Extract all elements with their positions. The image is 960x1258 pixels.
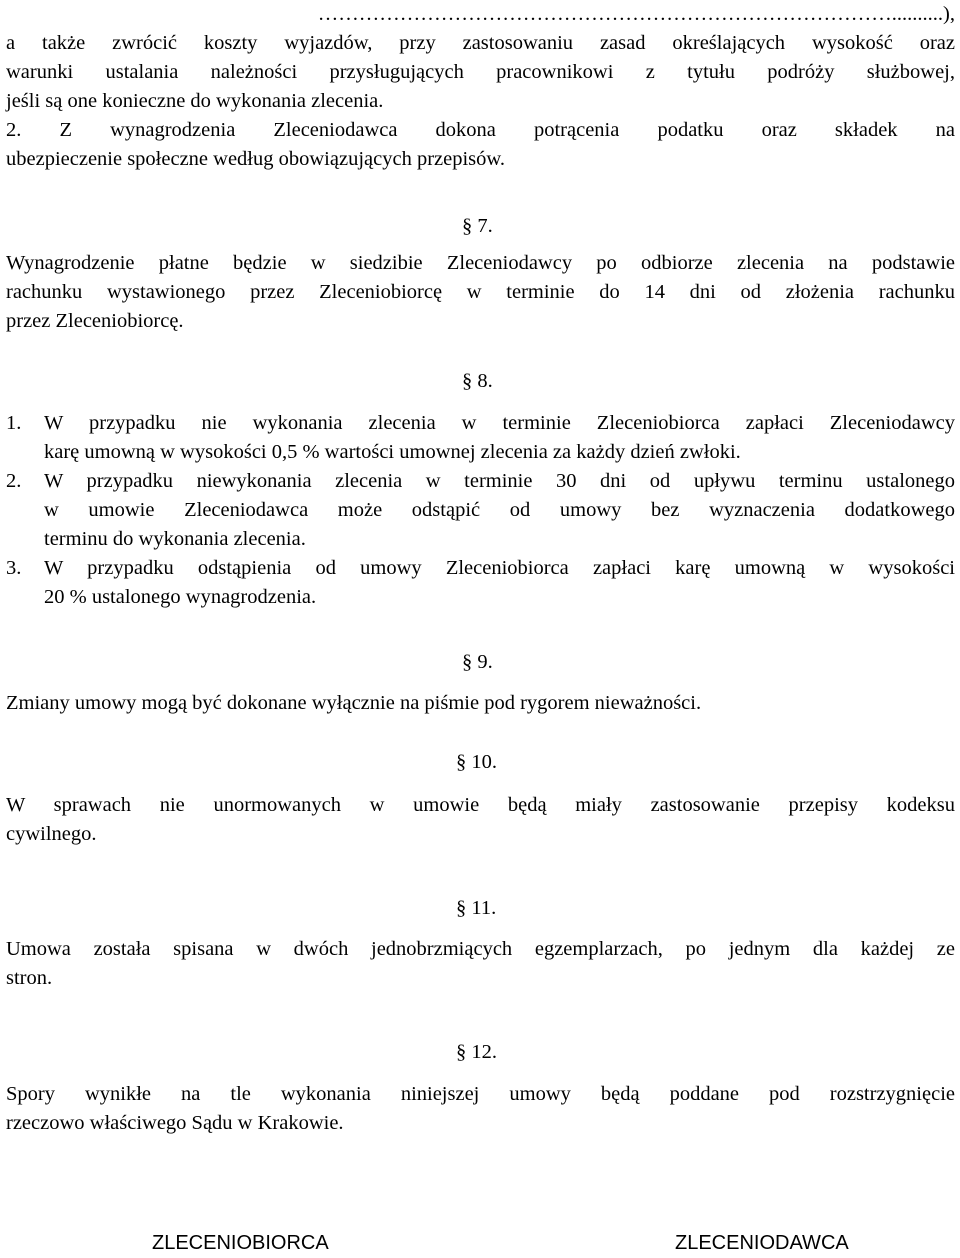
section-heading-7: § 7. (462, 215, 493, 237)
paragraph-line: terminu do wykonania zlecenia. (44, 528, 306, 550)
intro-block (6, 0, 955, 116)
paragraph-line: Zmiany umowy mogą być dokonane wyłącznie na piśmie pod rygorem nieważności. (6, 692, 702, 714)
dots-placeholder: …………………………………………………………………………..........), (317, 3, 955, 25)
paragraph-line: W przypadku nie wykonania zlecenia w terminie Zleceniobiorca zapłaci Zleceniodawcy (44, 412, 955, 434)
section-12-body (6, 1080, 955, 1138)
intro-line: jeśli są one konieczne do wykonania zlecenia. (6, 90, 384, 112)
section-heading-9: § 9. (462, 651, 493, 673)
list-item (6, 467, 955, 554)
intro-line: warunki ustalania należności przysługujących pracownikowi z tytułu podróży służbowej, (6, 61, 955, 83)
section-heading-12: § 12. (456, 1041, 497, 1063)
paragraph-line: Wynagrodzenie płatne będzie w siedzibie Zleceniodawcy po odbiorze zlecenia na podstawie (6, 252, 955, 274)
paragraph-line: rzeczowo właściwego Sądu w Krakowie. (6, 1112, 344, 1134)
section-heading-8: § 8. (462, 370, 493, 392)
intro-line: a także zwrócić koszty wyjazdów, przy zastosowaniu zasad określających wysokość oraz (6, 32, 955, 54)
item-number: 2. (6, 470, 22, 492)
paragraph-line: 20 % ustalonego wynagrodzenia. (44, 586, 317, 608)
section-8-body (6, 409, 955, 612)
intro-item-2 (6, 116, 955, 174)
paragraph-line: Umowa została spisana w dwóch jednobrzmiących egzemplarzach, po jednym dla każdej ze (6, 938, 955, 960)
list-item (6, 409, 955, 467)
section-7-body (6, 249, 955, 336)
paragraph-line: W sprawach nie unormowanych w umowie będą miały zastosowanie przepisy kodeksu (6, 794, 955, 816)
paragraph-line: w umowie Zleceniodawca może odstąpić od umowy bez wyznaczenia dodatkowego (44, 499, 955, 521)
paragraph-line: przez Zleceniobiorcę. (6, 310, 184, 332)
section-heading-11: § 11. (456, 897, 497, 919)
paragraph-line: cywilnego. (6, 823, 97, 845)
item-number: 3. (6, 557, 22, 579)
section-11-body (6, 935, 955, 993)
signature-label-client: ZLECENIODAWCA (675, 1232, 849, 1254)
paragraph-line: stron. (6, 967, 53, 989)
section-heading-10: § 10. (456, 751, 497, 773)
paragraph-line: karę umowną w wysokości 0,5 % wartości umownej zlecenia za każdy dzień zwłoki. (44, 441, 741, 463)
section-10-body (6, 791, 955, 849)
item-number: 2. (6, 119, 22, 141)
paragraph-line: rachunku wystawionego przez Zleceniobiorcę w terminie do 14 dni od złożenia rachunku (6, 281, 955, 303)
signature-label-contractor: ZLECENIOBIORCA (152, 1232, 329, 1254)
paragraph-line: W przypadku odstąpienia od umowy Zleceniobiorca zapłaci karę umowną w wysokości (44, 557, 955, 579)
section-9-body (6, 689, 955, 718)
intro-item-line: 2. Z wynagrodzenia Zleceniodawca dokona potrącenia podatku oraz składek na (6, 119, 955, 141)
paragraph-line: Spory wynikłe na tle wykonania niniejszej umowy będą poddane pod rozstrzygnięcie (6, 1083, 955, 1105)
intro-item-line: ubezpieczenie społeczne według obowiązujących przepisów. (6, 148, 505, 170)
item-number: 1. (6, 412, 22, 434)
list-item (6, 554, 955, 612)
paragraph-line: W przypadku niewykonania zlecenia w terminie 30 dni od upływu terminu ustalonego (44, 470, 955, 492)
